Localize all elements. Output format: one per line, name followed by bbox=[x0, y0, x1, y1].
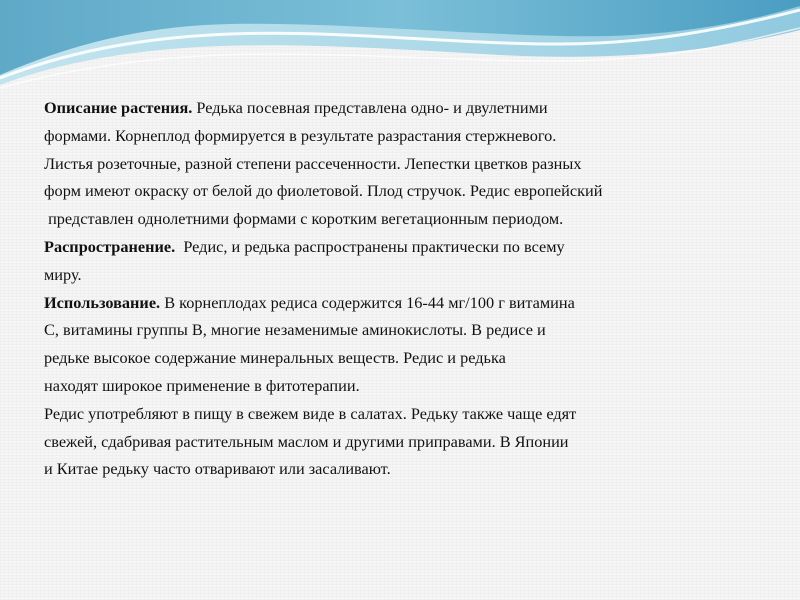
text-line: формами. Корнеплод формируется в результате разрастания стержневого. bbox=[44, 125, 557, 145]
section-heading: Использование. bbox=[44, 292, 161, 312]
text-line: представлен однолетними формами с коротким вегетационным периодом. bbox=[44, 209, 564, 229]
text-line: Описание растения. Редька посевная представлена одно- и двулетними bbox=[44, 98, 548, 117]
text-line: Листья розеточные, разной степени рассеченности. Лепестки цветков разных bbox=[44, 153, 582, 173]
text-line: Редис употребляют в пищу в свежем виде в салатах. Редьку также чаще едят bbox=[44, 403, 577, 423]
text-line: Распространение. Редис, и редька распространены практически по всему bbox=[44, 236, 565, 256]
text-line: свежей, сдабривая растительным маслом и другими приправами. В Японии bbox=[44, 431, 569, 451]
text-line: и Китае редьку часто отваривают или засаливают. bbox=[44, 459, 391, 479]
section-heading: Описание растения. bbox=[44, 98, 193, 117]
text-line: Использование. В корнеплодах редиса содержится 16-44 мг/100 г витамина bbox=[44, 292, 575, 312]
text-line: форм имеют окраску от белой до фиолетовой. Плод стручок. Редис европейский bbox=[44, 181, 603, 201]
text-line: С, витамины группы В, многие незаменимые аминокислоты. В редисе и bbox=[44, 320, 546, 340]
section-heading: Распространение. bbox=[44, 236, 176, 256]
text-line: миру. bbox=[44, 264, 82, 284]
text-line: находят широкое применение в фитотерапии. bbox=[44, 375, 360, 395]
slide-body-text bbox=[44, 94, 764, 483]
text-line: редьке высокое содержание минеральных веществ. Редис и редька bbox=[44, 348, 506, 368]
header-wave-decoration bbox=[0, 0, 800, 100]
